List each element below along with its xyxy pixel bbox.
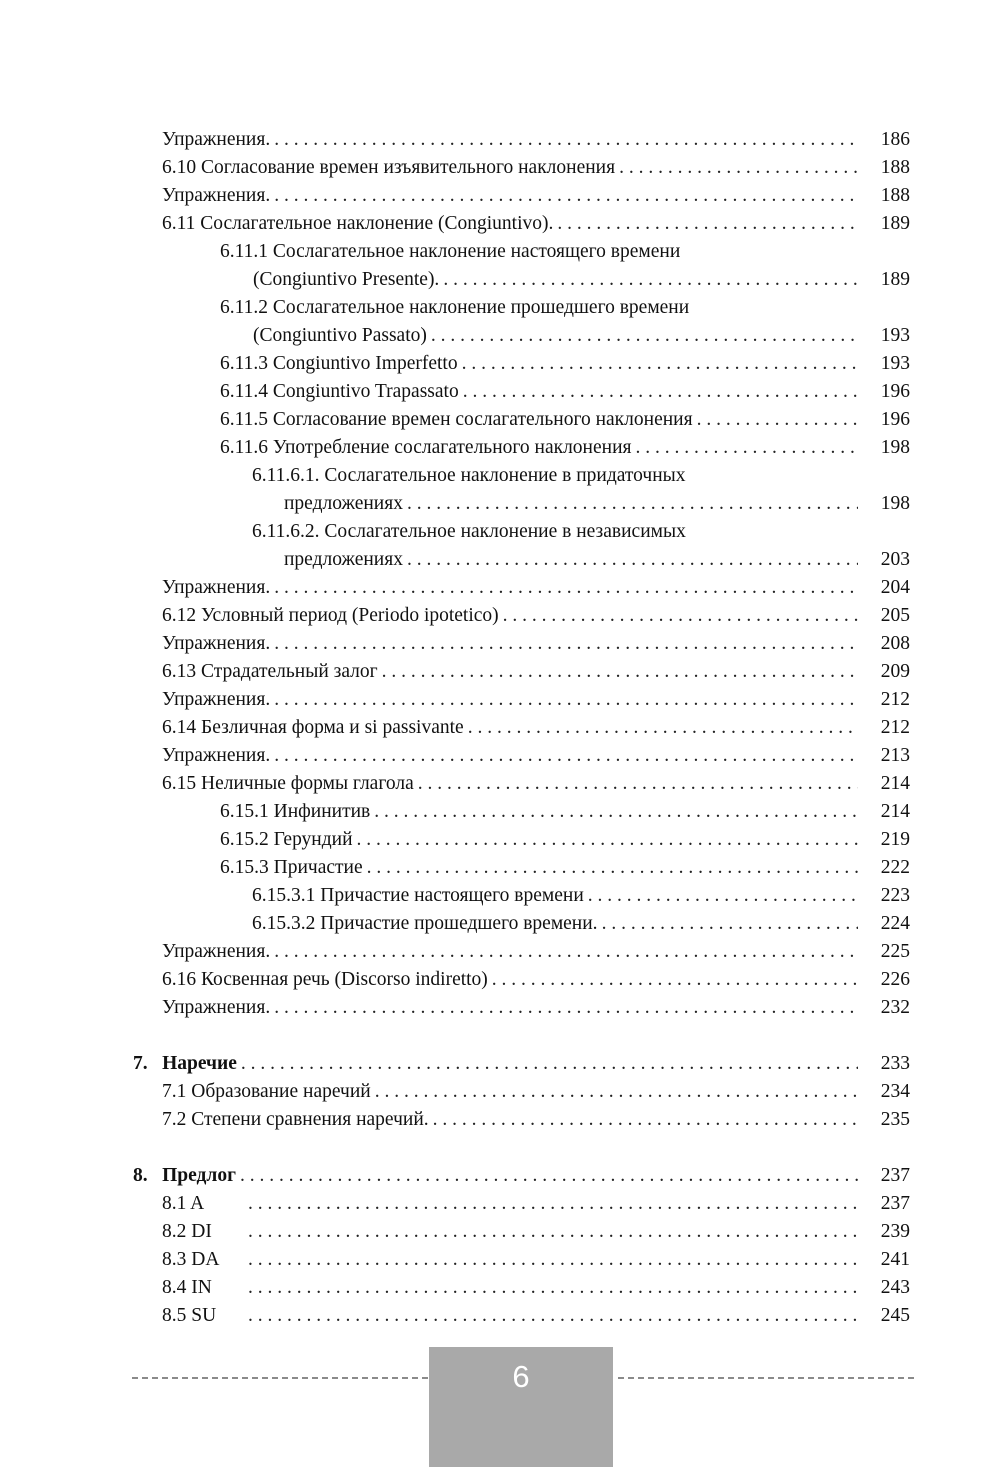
entry-title: предложениях [284,493,403,514]
dot-leader [431,322,858,350]
entry-title: 6.11.4 Congiuntivo Trapassato [220,381,459,402]
page-ref: 196 [880,409,910,430]
page-ref: 245 [880,1305,910,1326]
toc-entry[interactable] [0,770,1000,798]
dot-leader [274,630,858,658]
entry-title: 6.15.3 Причастие [220,857,363,878]
entry-title: 6.12 Условный период (Periodo ipotetico) [162,605,499,626]
dot-leader [274,686,858,714]
page-ref: 237 [880,1193,910,1214]
entry-title: предложениях [284,549,403,570]
toc-entry[interactable] [0,630,1000,658]
dot-leader [374,798,858,826]
toc-entry[interactable] [0,854,1000,882]
page-ref: 225 [880,941,910,962]
entry-title: 6.15 Неличные формы глагола [162,773,414,794]
dot-leader [274,994,858,1022]
dot-leader [503,602,858,630]
dot-leader [492,966,858,994]
toc-entry[interactable] [0,826,1000,854]
page-ref: 193 [880,325,910,346]
page-ref: 188 [880,185,910,206]
table-of-contents [0,126,1000,1330]
page-ref: 189 [880,269,910,290]
dot-leader [468,714,858,742]
page-ref: 214 [880,801,910,822]
page-ref: 212 [880,717,910,738]
page-ref: 237 [880,1165,910,1186]
entry-title: Упражнения. [162,941,271,962]
toc-entry[interactable] [0,518,1000,546]
entry-title: 8.5 SU [162,1305,217,1326]
entry-title: Упражнения. [162,745,271,766]
toc-entry[interactable] [0,238,1000,266]
dot-leader [636,434,859,462]
toc-chapter-row[interactable] [0,1050,1000,1078]
dot-leader [433,1106,858,1134]
entry-title: (Congiuntivo Presente). [253,269,440,290]
toc-entry[interactable] [0,182,1000,210]
page-ref: 224 [880,913,910,934]
chapter-number: 7. [133,1053,148,1074]
dot-leader [357,826,858,854]
entry-title: 8.4 IN [162,1277,212,1298]
toc-entry[interactable] [0,434,1000,462]
entry-title: 6.11 Сослагательное наклонение (Congiuntivo). [162,213,554,234]
entry-title: Упражнения. [162,633,271,654]
section-gap [0,1022,1000,1050]
entry-title: 6.15.1 Инфинитив [220,801,371,822]
entry-title: 7.1 Образование наречий [162,1081,371,1102]
toc-entry[interactable] [0,1078,1000,1106]
entry-title: Упражнения. [162,577,271,598]
toc-entry[interactable] [0,686,1000,714]
dot-leader [274,574,858,602]
page-ref: 205 [880,605,910,626]
entry-title: (Congiuntivo Passato) [253,325,427,346]
page-ref: 203 [880,549,910,570]
toc-entry[interactable] [0,798,1000,826]
page-ref: 213 [880,745,910,766]
toc-entry[interactable] [0,1218,1000,1246]
dot-leader [248,1302,858,1330]
page-ref: 235 [880,1109,910,1130]
dot-leader [407,546,858,574]
toc-entry[interactable] [0,266,1000,294]
dot-leader [407,490,858,518]
page-ref: 232 [880,997,910,1018]
page-ref: 214 [880,773,910,794]
page-ref: 208 [880,633,910,654]
page-ref: 186 [880,129,910,150]
dot-leader [274,126,858,154]
entry-title: 6.11.3 Congiuntivo Imperfetto [220,353,458,374]
entry-title: 6.11.2 Сослагательное наклонение прошедшего времени [220,297,690,318]
page-ref: 204 [880,577,910,598]
toc-entry[interactable] [0,1302,1000,1330]
entry-title: 6.11.6.2. Сослагательное наклонение в независимых [252,521,686,542]
chapter-title: Наречие [162,1053,237,1074]
dot-leader [367,854,858,882]
entry-title: 6.15.2 Герундий [220,829,353,850]
toc-entry[interactable] [0,1274,1000,1302]
page-ref: 222 [880,857,910,878]
page-ref: 212 [880,689,910,710]
dot-leader [248,1218,858,1246]
toc-entry[interactable] [0,322,1000,350]
toc-entry[interactable] [0,350,1000,378]
dot-leader [602,910,858,938]
toc-entry[interactable] [0,406,1000,434]
toc-entry[interactable] [0,154,1000,182]
entry-title: 6.11.6.1. Сослагательное наклонение в придаточных [252,465,686,486]
toc-entry[interactable] [0,574,1000,602]
page-ref: 233 [880,1053,910,1074]
dot-leader [248,1190,858,1218]
toc-chapter-row[interactable] [0,1162,1000,1190]
entry-title: Упражнения. [162,997,271,1018]
dot-leader [418,770,858,798]
entry-title: 6.15.3.1 Причастие настоящего времени [252,885,584,906]
toc-entry[interactable] [0,742,1000,770]
toc-entry[interactable] [0,1190,1000,1218]
dot-leader [443,266,858,294]
dot-leader [274,742,858,770]
entry-title: 8.3 DA [162,1249,220,1270]
page-number: 6 [512,1359,530,1394]
footer-dashed-rule-left [132,1377,428,1379]
page-ref: 219 [880,829,910,850]
entry-title: 7.2 Степени сравнения наречий. [162,1109,429,1130]
page-ref: 234 [880,1081,910,1102]
dot-leader [557,210,858,238]
dot-leader [274,938,858,966]
entry-title: 6.16 Косвенная речь (Discorso indiretto) [162,969,488,990]
entry-title: Упражнения. [162,689,271,710]
dot-leader [462,350,858,378]
dot-leader [382,658,858,686]
toc-entry[interactable] [0,294,1000,322]
entry-title: Упражнения. [162,185,271,206]
page-ref: 226 [880,969,910,990]
toc-entry[interactable] [0,602,1000,630]
page-ref: 196 [880,381,910,402]
chapter-number: 8. [133,1165,148,1186]
page-ref: 193 [880,353,910,374]
page-ref: 198 [880,493,910,514]
toc-entry[interactable] [0,1106,1000,1134]
toc-entry[interactable] [0,546,1000,574]
toc-entry[interactable] [0,658,1000,686]
dot-leader [240,1162,858,1190]
entry-title: Упражнения. [162,129,271,150]
entry-title: 6.15.3.2 Причастие прошедшего времени. [252,913,598,934]
toc-entry[interactable] [0,882,1000,910]
toc-entry[interactable] [0,714,1000,742]
page-ref: 209 [880,661,910,682]
entry-title: 8.1 A [162,1193,205,1214]
page-ref: 239 [880,1221,910,1242]
toc-entry[interactable] [0,994,1000,1022]
dot-leader [248,1274,858,1302]
dot-leader [241,1050,858,1078]
toc-entry[interactable] [0,490,1000,518]
toc-entry[interactable] [0,126,1000,154]
page-ref: 198 [880,437,910,458]
toc-entry[interactable] [0,910,1000,938]
chapter-title: Предлог [162,1165,236,1186]
entry-title: 6.14 Безличная форма и si passivante [162,717,464,738]
dot-leader [619,154,858,182]
page-number-box [429,1347,613,1467]
entry-title: 6.11.6 Употребление сослагательного наклонения [220,437,632,458]
entry-title: 6.11.1 Сослагательное наклонение настоящего времени [220,241,681,262]
toc-entry[interactable] [0,210,1000,238]
entry-title: 8.2 DI [162,1221,212,1242]
dot-leader [463,378,858,406]
dot-leader [697,406,858,434]
footer-dashed-rule-right [618,1377,914,1379]
page-ref: 223 [880,885,910,906]
dot-leader [588,882,858,910]
entry-title: 6.11.5 Согласование времен сослагательного наклонения [220,409,693,430]
toc-entry[interactable] [0,378,1000,406]
page-ref: 189 [880,213,910,234]
dot-leader [248,1246,858,1274]
page-ref: 241 [880,1249,910,1270]
toc-entry[interactable] [0,966,1000,994]
entry-title: 6.13 Страдательный залог [162,661,378,682]
page-ref: 188 [880,157,910,178]
entry-title: 6.10 Согласование времен изъявительного наклонения [162,157,616,178]
section-gap [0,1134,1000,1162]
dot-leader [274,182,858,210]
toc-entry[interactable] [0,938,1000,966]
toc-entry[interactable] [0,1246,1000,1274]
dot-leader [375,1078,858,1106]
toc-entry[interactable] [0,462,1000,490]
page-ref: 243 [880,1277,910,1298]
